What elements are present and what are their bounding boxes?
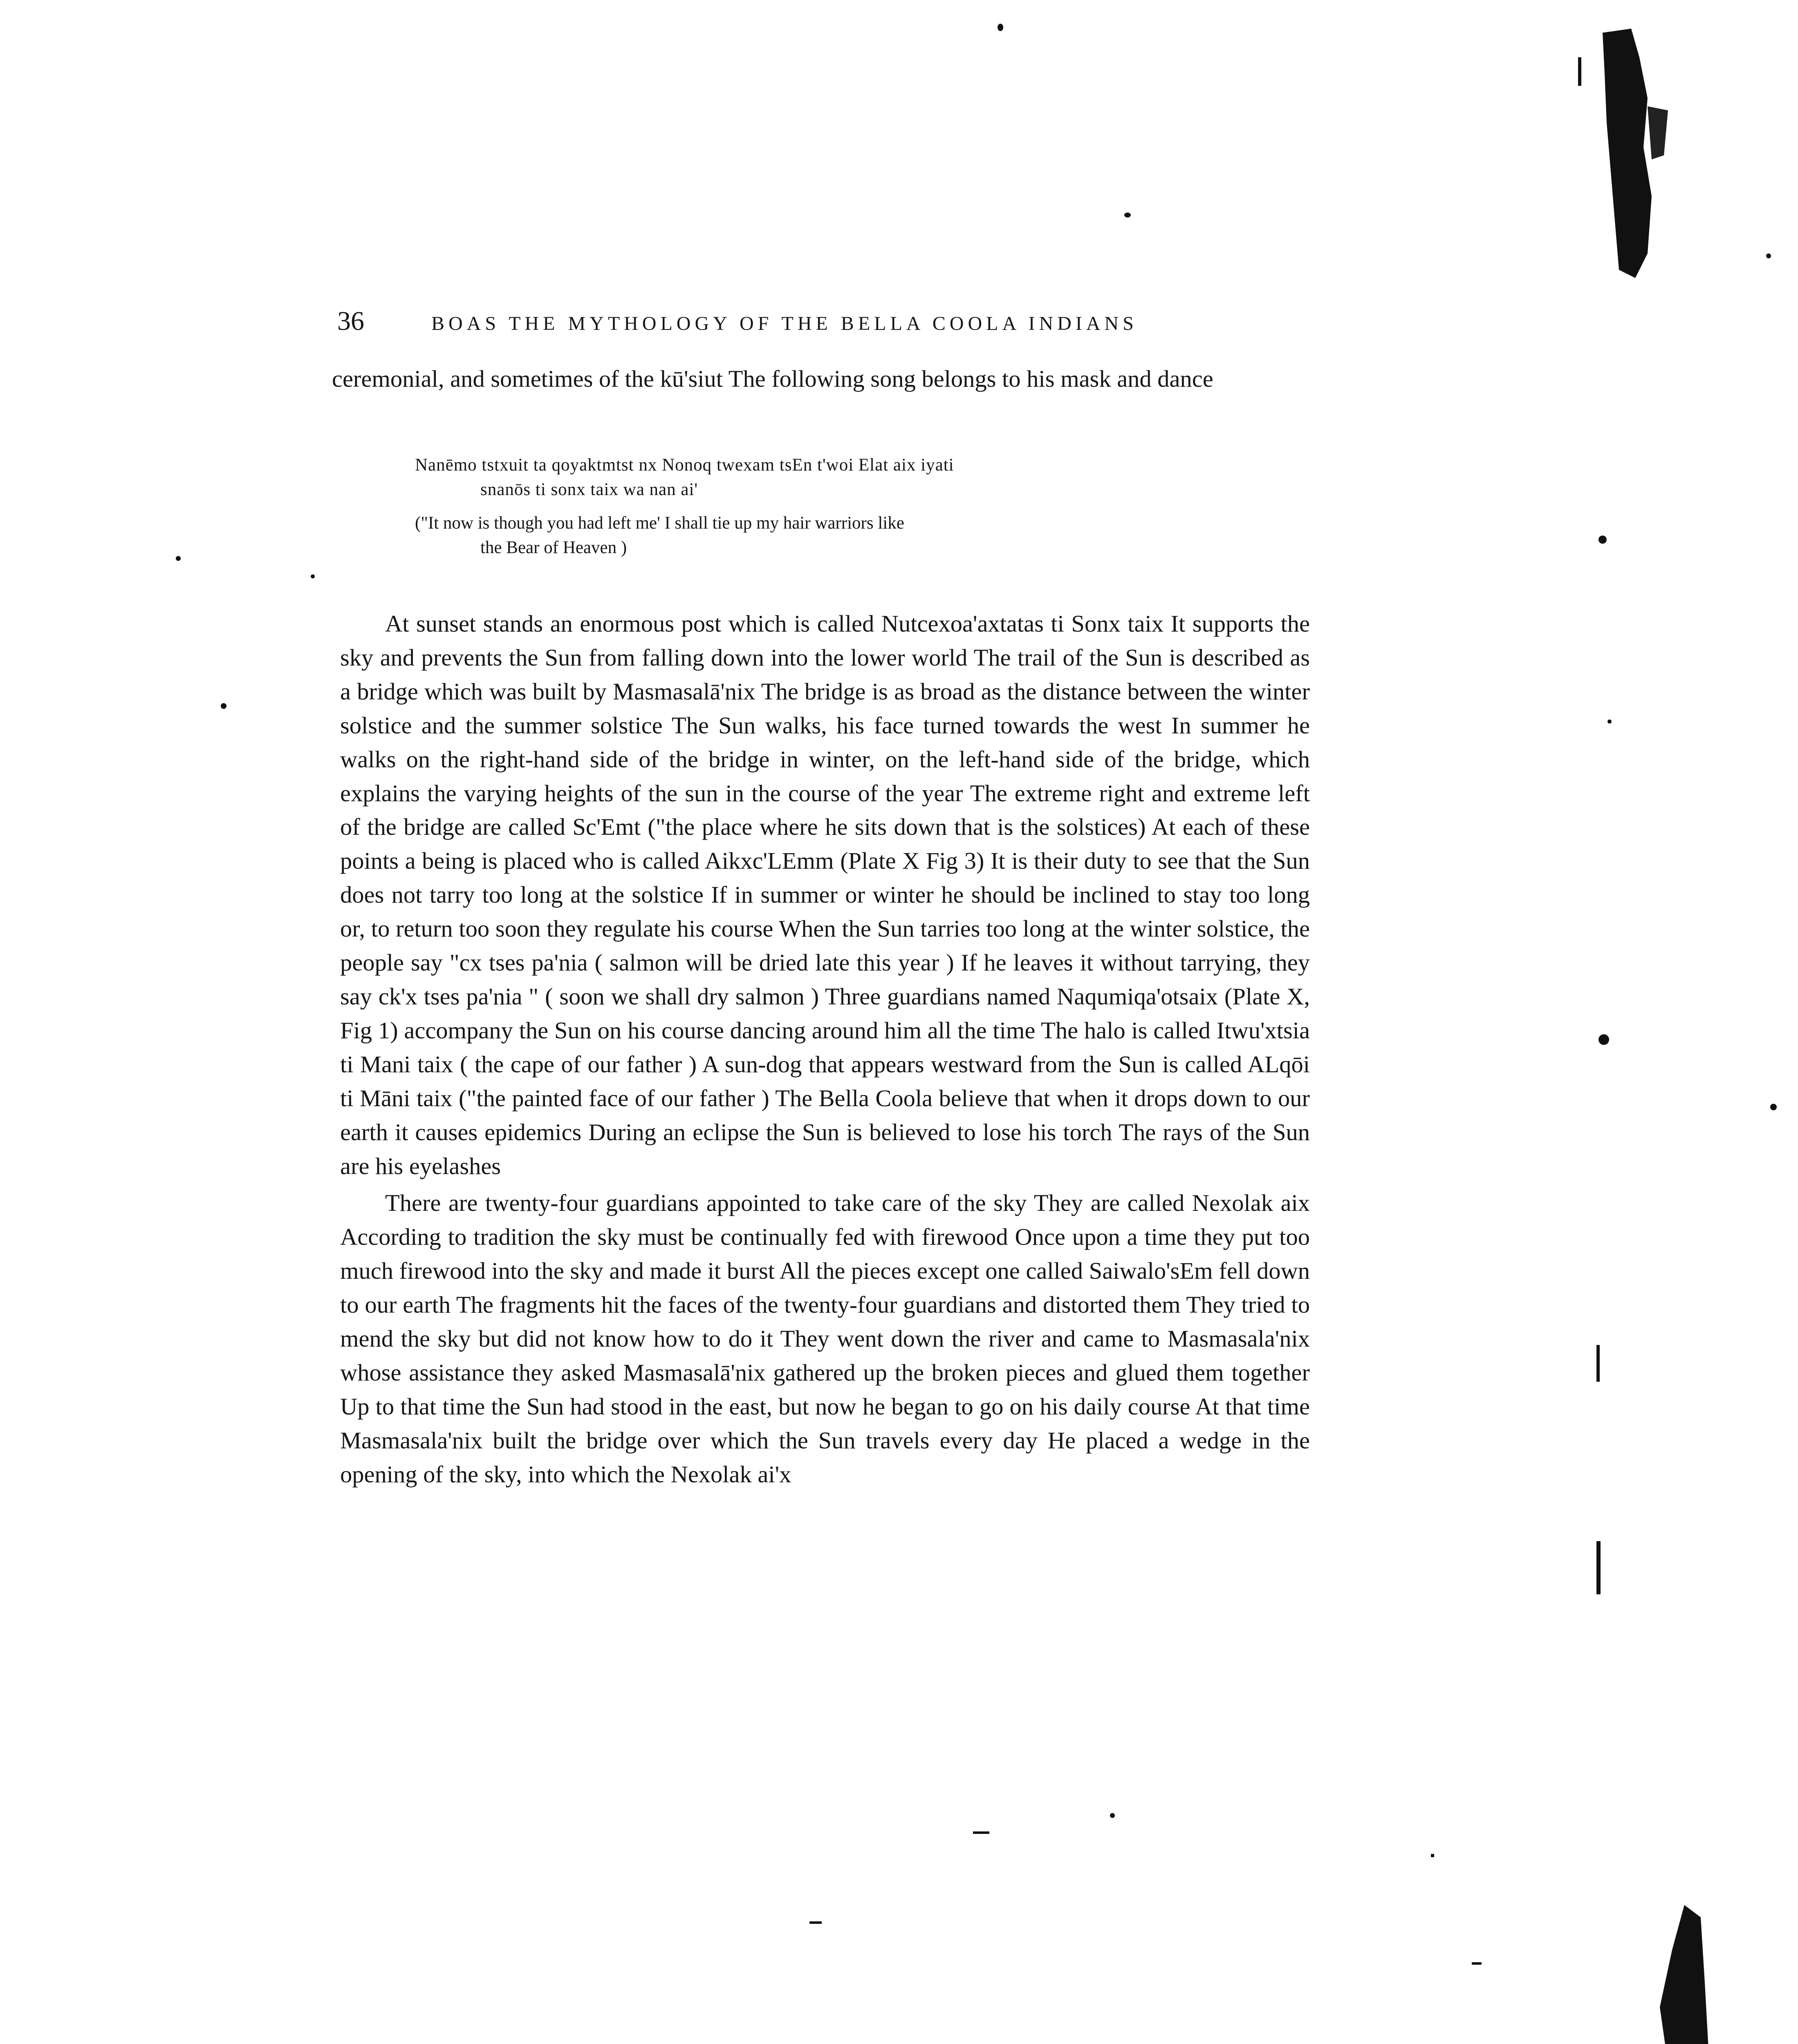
scan-speck: [1770, 1104, 1777, 1110]
page-number: 36: [337, 306, 364, 336]
scan-speck: [1598, 1034, 1609, 1045]
song-translation-line-1: ("It now is though you had left me' I shall tie up my hair warriors like: [415, 513, 904, 533]
scan-speck: [311, 574, 315, 578]
body-text: [340, 607, 1310, 1492]
scan-edge-bottom-right: [1635, 1901, 1717, 2044]
scan-edge-top-right: [1586, 25, 1676, 286]
song-native-line-2: snanōs ti sonx taix wa nan ai': [480, 480, 698, 499]
paragraph-sun-bridge: At sunset stands an enormous post which is called Nutcexoa'axtatas ti Sonx taix It supports the sky and prevents the Sun from falling down into the lower world The trail of the Sun is described as a bridge which was built by Masmasalā'nix The bridge is as broad as the distance between the winter solstice and the summer solstice The Sun walks, his face turned towards the west In summer he walks on the right-hand side of the bridge in winter, on the left-hand side of the bridge, which explains the varying heights of the sun in the course of the year The extreme right and extreme left of the bridge are called Sc'Emt ("the place where he sits down that is the solstices) At each of these points a being is placed who is called Aikxc'LEmm (Plate X Fig 3) It is their duty to see that the Sun does not tarry too long at the solstice If in summer or winter he should be inclined to stay too long or, to return too soon they regulate his course When the Sun tarries too long at the winter solstice, the people say "cx tses pa'nia ( salmon will be dried late this year ) If he leaves it without tarrying, they say ck'x tses pa'nia " ( soon we shall dry salmon ) Three guardians named Naqumiqa'otsaix (Plate X, Fig 1) accompany the Sun on his course dancing around him all the time The halo is called Itwu'xtsia ti Mani taix ( the cape of our father ) A sun-dog that appears westward from the Sun is called ALqōi ti Māni taix ("the painted face of our father ) The Bella Coola believe that when it drops down to our earth it causes epidemics During an eclipse the Sun is believed to lose his torch The rays of the Sun are his eyelashes: [340, 610, 1310, 1179]
scan-speck: [998, 24, 1003, 31]
scan-speck: [221, 703, 226, 709]
paragraph-sky-guardians: There are twenty-four guardians appointed to take care of the sky They are called Nexolak aix According to tradition the sky must be continually fed with firewood Once upon a time they put too much firewood into the sky and made it burst All the pieces except one called Saiwalo'sEm fell down to our earth The fragments hit the faces of the twenty-four guardians and distorted them They tried to mend the sky but did not know how to do it They went down the river and came to Masmasala'nix whose assistance they asked Masmasalā'nix gathered up the broken pieces and glued them together Up to that time the Sun had stood in the east, but now he began to go on his daily course At that time Masmasala'nix built the bridge over which the Sun travels every day He placed a wedge in the opening of the sky, into which the Nexolak ai'x: [340, 1190, 1310, 1488]
scan-mark: [973, 1831, 989, 1834]
scan-mark: [809, 1921, 822, 1924]
page-header: [337, 306, 1290, 343]
scan-mark: [1472, 1962, 1482, 1965]
scan-speck: [1598, 536, 1607, 544]
song-native-line-1: Nanēmo tstxuit ta qoyaktmtst nx Nonoq twexam tsEn t'woi Elat aix iyati: [415, 455, 954, 475]
scan-mark: [1431, 1854, 1434, 1857]
scan-mark: [1578, 57, 1581, 86]
scan-mark: [1596, 1541, 1601, 1594]
scan-speck: [1124, 213, 1131, 217]
intro-text: [332, 362, 1309, 396]
scan-speck: [1766, 253, 1771, 258]
scan-mark: [1596, 1345, 1600, 1382]
scan-speck: [1110, 1813, 1115, 1818]
intro-paragraph: ceremonial, and sometimes of the kū'siut The following song belongs to his mask and dance: [332, 365, 1213, 392]
scan-speck: [1607, 719, 1612, 724]
song-translation-line-2: the Bear of Heaven ): [480, 538, 627, 557]
scan-speck: [176, 556, 181, 561]
song-block: [415, 453, 1247, 560]
running-title: BOAS THE MYTHOLOGY OF THE BELLA COOLA INDIANS: [431, 313, 1138, 334]
